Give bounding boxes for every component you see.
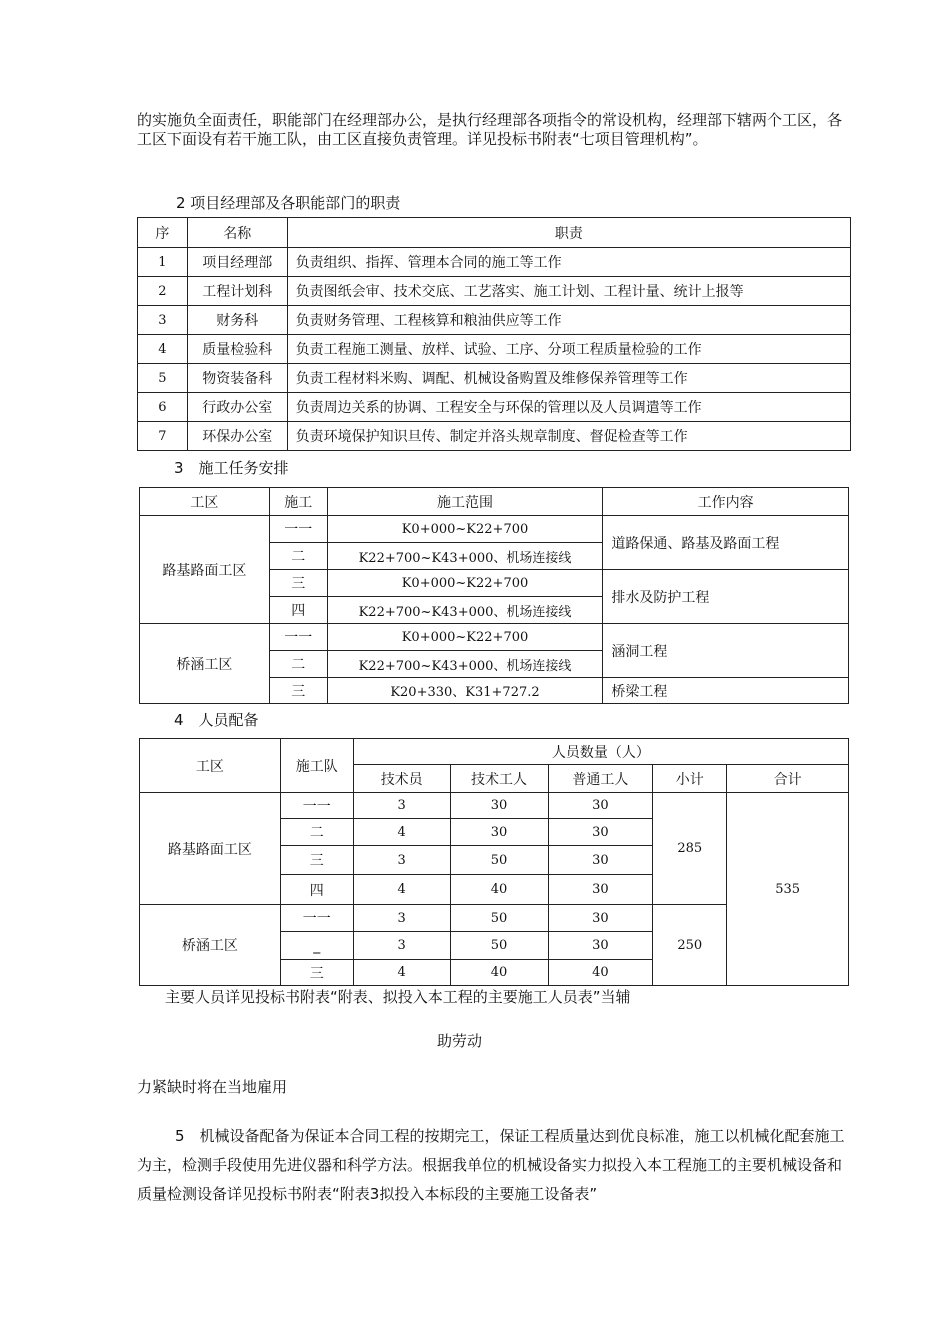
header-team: 施工队 [280,739,353,793]
total-cell: 535 [727,793,849,986]
header-seq: 序 [138,218,188,248]
table-row: 桥涵工区 一一 K0+000~K22+700 涵洞工程 [140,624,849,651]
header-group: 人员数量（人） [353,739,848,765]
subtotal-cell: 250 [653,905,727,986]
subtotal-cell: 285 [653,793,727,905]
section5-paragraph: 5 机械设备配备为保证本合同工程的按期完工，保证工程质量达到优良标准，施工以机械化配套施工为主，检测手段使用先进仪器和科学方法。根据我单位的机械设备实力拟投入本工程施工的主要机械设备和质量检测设备详见投标书附表“附表3拟投入本标段的主要施工设备表” [137,1127,845,1203]
intro-paragraph: 的实施负全面责任，职能部门在经理部办公，是执行经理部各项指令的常设机构，经理部下辖两个工区，各工区下面设有若干施工队，由工区直接负责管理。详见投标书附表“七项目管理机构”。 [137,111,843,148]
section2-heading: 2 项目经理部及各职能部门的职责 [176,194,401,212]
table-row: 三 4 40 40 [140,960,849,986]
table-row: 二 K22+700~K43+000、机场连接线 [140,651,849,678]
table-row: 6 行政办公室 负责周边关系的协调、工程安全与环保的管理以及人员调遣等工作 [138,393,851,422]
staff-note-line3: 力紧缺时将在当地雇用 [137,1078,288,1096]
task-header-row [140,488,849,516]
section3-heading: 3 施工任务安排 [174,459,289,477]
header-range: 施工范围 [327,488,603,516]
table-row: 路基路面工区 一一 K0+000~K22+700 道路保通、路基及路面工程 [140,516,849,543]
zone-cell: 桥涵工区 [140,624,270,704]
task-table [139,487,849,704]
table-row: 5 物资装备科 负责工程材料米购、调配、机械设备购置及维修保养管理等工作 [138,364,851,393]
staff-note-line1: 主要人员详见投标书附表“附表、拟投入本工程的主要施工人员表”当辅 [165,988,631,1006]
header-duty: 职责 [287,218,850,248]
duties-header-row [138,218,851,248]
table-row: 三 K0+000~K22+700 排水及防护工程 [140,570,849,597]
staffing-header-row [140,739,849,765]
table-row: 三 K20+330、K31+727.2 桥梁工程 [140,678,849,704]
header-work: 工作内容 [603,488,849,516]
table-row: 1 项目经理部 负责组织、指挥、管理本合同的施工等工作 [138,248,851,277]
staffing-subheader-row: 技术员 技术工人 普通工人 小计 合计 [140,765,849,793]
table-row: 三 3 50 30 [140,846,849,875]
zone-cell: 路基路面工区 [140,793,281,905]
table-row: 二 4 30 30 [140,819,849,846]
staff-note-line2: 助劳动 [437,1032,483,1050]
table-row: 二 K22+700~K43+000、机场连接线 [140,543,849,570]
section4-heading: 4 人员配备 [174,711,259,729]
staffing-table [139,738,849,986]
table-row: 7 环保办公室 负责环境保护知识旦传、制定并洛头规章制度、督促检查等工作 [138,422,851,451]
table-row: 四 4 40 30 [140,875,849,905]
table-row: 路基路面工区 一一 3 30 30 285 535 [140,793,849,819]
zone-cell: 桥涵工区 [140,905,281,986]
table-row: _ 3 50 30 [140,932,849,960]
header-team: 施工 [269,488,327,516]
table-row: 2 工程计划科 负责图纸会审、技术交底、工艺落实、施工计划、工程计量、统计上报等 [138,277,851,306]
table-row: 3 财务科 负责财务管理、工程核算和粮油供应等工作 [138,306,851,335]
table-row: 四 K22+700~K43+000、机场连接线 [140,597,849,624]
table-row: 4 质量检验科 负责工程施工测量、放样、试验、工序、分项工程质量检验的工作 [138,335,851,364]
table-row: 桥涵工区 一一 3 50 30 250 [140,905,849,932]
header-zone: 工区 [140,488,270,516]
header-name: 名称 [187,218,287,248]
header-zone: 工区 [140,739,281,793]
zone-cell: 路基路面工区 [140,516,270,624]
duties-table [137,217,851,451]
